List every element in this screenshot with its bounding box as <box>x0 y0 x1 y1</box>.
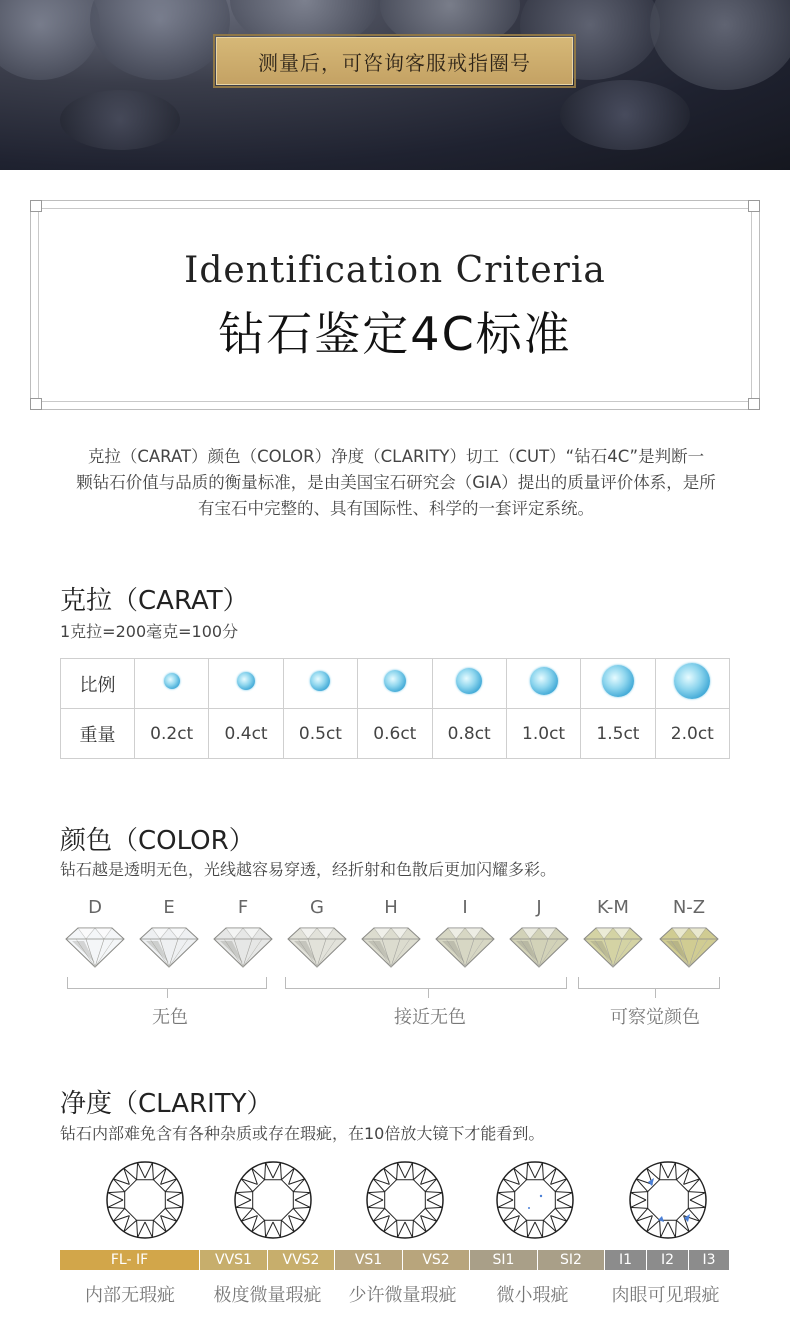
diamond-icon <box>237 672 255 690</box>
color-grade-item <box>284 895 350 969</box>
diamond-top-view-icon <box>365 1160 445 1240</box>
carat-weight-cell: 0.8ct <box>432 709 506 759</box>
clarity-label: 内部无瑕疵 <box>85 1285 175 1306</box>
diamond-icon <box>456 668 482 694</box>
color-grade-letter: H <box>384 897 398 918</box>
carat-table <box>60 658 730 759</box>
color-grade-letter: I <box>462 897 468 918</box>
carat-gem-cell <box>432 659 506 709</box>
carat-gem-cell <box>283 659 357 709</box>
group-label-colorless: 无色 <box>152 1007 188 1028</box>
diamond-icon <box>434 925 496 969</box>
color-grade-item <box>136 895 202 969</box>
clarity-grade-segment: VVS2 <box>268 1250 335 1270</box>
bracket-near-colorless <box>285 977 567 989</box>
color-grade-item <box>432 895 498 969</box>
clarity-grade-segment: I1 <box>605 1250 647 1270</box>
frame-corner-icon <box>748 398 760 410</box>
carat-gem-cell <box>209 659 283 709</box>
clarity-label: 少许微量瑕疵 <box>348 1285 457 1306</box>
color-grade-item <box>656 895 722 969</box>
color-grade-row <box>60 895 740 975</box>
color-grade-letter: E <box>163 897 175 918</box>
intro-line: 克拉（CARAT）颜色（COLOR）净度（CLARITY）切工（CUT）“钻石4C”是判断一 <box>87 447 705 466</box>
clarity-grade-segment: FL- IF <box>60 1250 200 1270</box>
clarity-label: 微小瑕疵 <box>496 1285 569 1306</box>
carat-weight-cell: 0.4ct <box>209 709 283 759</box>
carat-weight-cell: 1.0ct <box>506 709 580 759</box>
clarity-scale-bar <box>60 1250 730 1270</box>
clarity-grade-segment: SI2 <box>538 1250 605 1270</box>
frame-corner-icon <box>30 200 42 212</box>
clarity-grade-segment: VS1 <box>335 1250 403 1270</box>
page-title: 钻石鉴定4C标准 <box>218 307 572 361</box>
intro-line: 颗钻石价值与品质的衡量标准，是由美国宝石研究会（GIA）提出的质量评价体系，是所 <box>76 473 716 492</box>
diamond-icon <box>658 925 720 969</box>
diamond-icon <box>530 667 558 695</box>
color-grade-item <box>210 895 276 969</box>
weight-row-label: 重量 <box>61 709 135 759</box>
carat-weight-cell: 2.0ct <box>655 709 729 759</box>
color-grade-letter: K-M <box>597 897 629 918</box>
clarity-label: 极度微量瑕疵 <box>213 1285 322 1306</box>
clarity-grade-segment: VVS1 <box>200 1250 268 1270</box>
color-grade-letter: F <box>237 897 249 918</box>
diamond-icon <box>582 925 644 969</box>
bracket-tick <box>655 988 656 998</box>
carat-gem-cell <box>506 659 580 709</box>
diamond-bg-icon <box>0 0 100 80</box>
diamond-top-view-icon <box>628 1160 708 1240</box>
color-grade-letter: J <box>536 897 542 918</box>
color-grade-letter: G <box>310 897 324 918</box>
title-english: Identification Criteria <box>184 250 606 291</box>
scale-row-label: 比例 <box>61 659 135 709</box>
diamond-bg-icon <box>60 90 180 150</box>
bracket-tick <box>167 988 168 998</box>
ring-size-banner-label: 测量后，可咨询客服戒指圈号 <box>216 37 573 85</box>
diamond-icon <box>212 925 274 969</box>
color-grade-letter: N-Z <box>672 897 706 918</box>
frame-corner-icon <box>30 398 42 410</box>
diamond-icon <box>164 673 180 689</box>
color-grade-item <box>506 895 572 969</box>
diamond-top-view-icon <box>233 1160 313 1240</box>
frame-corner-icon <box>748 200 760 212</box>
intro-paragraph <box>56 444 736 522</box>
carat-subtitle: 1克拉=200毫克=100分 <box>60 622 239 641</box>
diamond-icon <box>384 670 406 692</box>
header-banner <box>0 0 790 170</box>
clarity-grade-segment: I2 <box>647 1250 689 1270</box>
clarity-section-title: 净度（CLARITY） <box>60 1089 273 1119</box>
carat-gem-cell <box>135 659 209 709</box>
diamond-icon <box>310 671 330 691</box>
diamond-bg-icon <box>560 80 690 150</box>
diamond-top-view-icon <box>495 1160 575 1240</box>
diamond-bg-icon <box>650 0 790 90</box>
diamond-icon <box>286 925 348 969</box>
diamond-icon <box>602 665 634 697</box>
color-grade-item <box>358 895 424 969</box>
carat-scale-row <box>61 659 730 709</box>
bracket-faint <box>578 977 720 989</box>
group-label-faint: 可察觉颜色 <box>610 1007 700 1028</box>
diamond-icon <box>508 925 570 969</box>
diamond-bg-icon <box>90 0 230 80</box>
carat-weight-cell: 1.5ct <box>581 709 655 759</box>
clarity-grade-segment: SI1 <box>470 1250 538 1270</box>
carat-weight-cell: 0.2ct <box>135 709 209 759</box>
carat-weight-cell: 0.6ct <box>358 709 432 759</box>
diamond-top-view-icon <box>105 1160 185 1240</box>
color-grade-item <box>62 895 128 969</box>
color-grade-item <box>580 895 646 969</box>
carat-weight-row <box>61 709 730 759</box>
bracket-tick <box>428 988 429 998</box>
diamond-icon <box>360 925 422 969</box>
group-label-near-colorless: 接近无色 <box>394 1007 466 1028</box>
carat-gem-cell <box>581 659 655 709</box>
carat-weight-cell: 0.5ct <box>283 709 357 759</box>
color-subtitle: 钻石越是透明无色，光线越容易穿透，经折射和色散后更加闪耀多彩。 <box>60 860 557 879</box>
clarity-subtitle: 钻石内部难免含有各种杂质或存在瑕疵，在10倍放大镜下才能看到。 <box>60 1124 545 1143</box>
diamond-icon <box>64 925 126 969</box>
clarity-label: 肉眼可见瑕疵 <box>611 1285 720 1306</box>
clarity-grade-segment: I3 <box>689 1250 730 1270</box>
clarity-grade-segment: VS2 <box>403 1250 470 1270</box>
carat-gem-cell <box>655 659 729 709</box>
color-section-title: 颜色（COLOR） <box>60 826 255 856</box>
carat-section-title: 克拉（CARAT） <box>60 586 249 616</box>
intro-line: 有宝石中完整的、具有国际性、科学的一套评定系统。 <box>198 499 594 518</box>
diamond-icon <box>138 925 200 969</box>
carat-gem-cell <box>358 659 432 709</box>
diamond-icon <box>674 663 710 699</box>
color-grade-letter: D <box>88 897 102 918</box>
